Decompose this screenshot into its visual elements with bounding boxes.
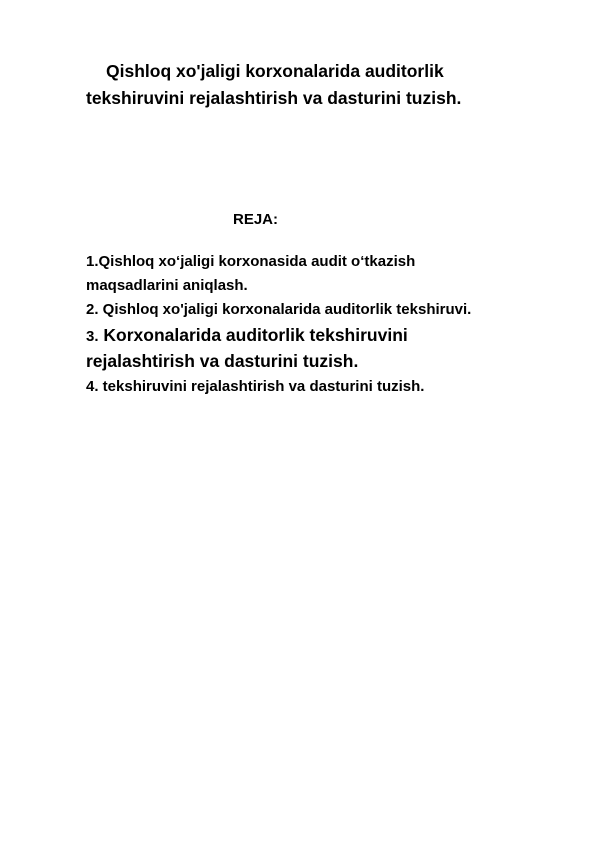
plan-item-number: 2. <box>86 301 99 318</box>
title-line-1: Qishloq xo'jaligi korxonalarida auditorlik <box>106 61 444 81</box>
plan-item-2 <box>86 298 556 322</box>
plan-item-number: 1. <box>86 253 99 270</box>
plan-item-text-line-1: Korxonalarida auditorlik tekshiruvini <box>98 325 408 345</box>
plan-item-4 <box>86 375 556 399</box>
plan-item-1 <box>86 250 556 298</box>
plan-item-number: 4. <box>86 378 99 395</box>
plan-list <box>86 250 556 399</box>
document-title <box>86 58 556 112</box>
plan-heading: REJA: <box>233 211 279 228</box>
plan-item-text-line-1: Qishloq xo‘jaligi korxonasida audit o‘tkazish <box>98 253 416 270</box>
plan-item-3 <box>86 323 556 375</box>
plan-item-text-line-2: maqsadlarini aniqlash. <box>86 277 248 294</box>
title-line-2: tekshiruvini rejalashtirish va dasturini tuzish. <box>86 88 462 108</box>
plan-item-text: Qishloq xo'jaligi korxonalarida auditorlik tekshiruvi. <box>98 301 472 318</box>
plan-item-text: tekshiruvini rejalashtirish va dasturini tuzish. <box>98 378 425 395</box>
plan-item-text-line-2: rejalashtirish va dasturini tuzish. <box>86 351 359 371</box>
plan-item-number: 3. <box>86 328 99 345</box>
